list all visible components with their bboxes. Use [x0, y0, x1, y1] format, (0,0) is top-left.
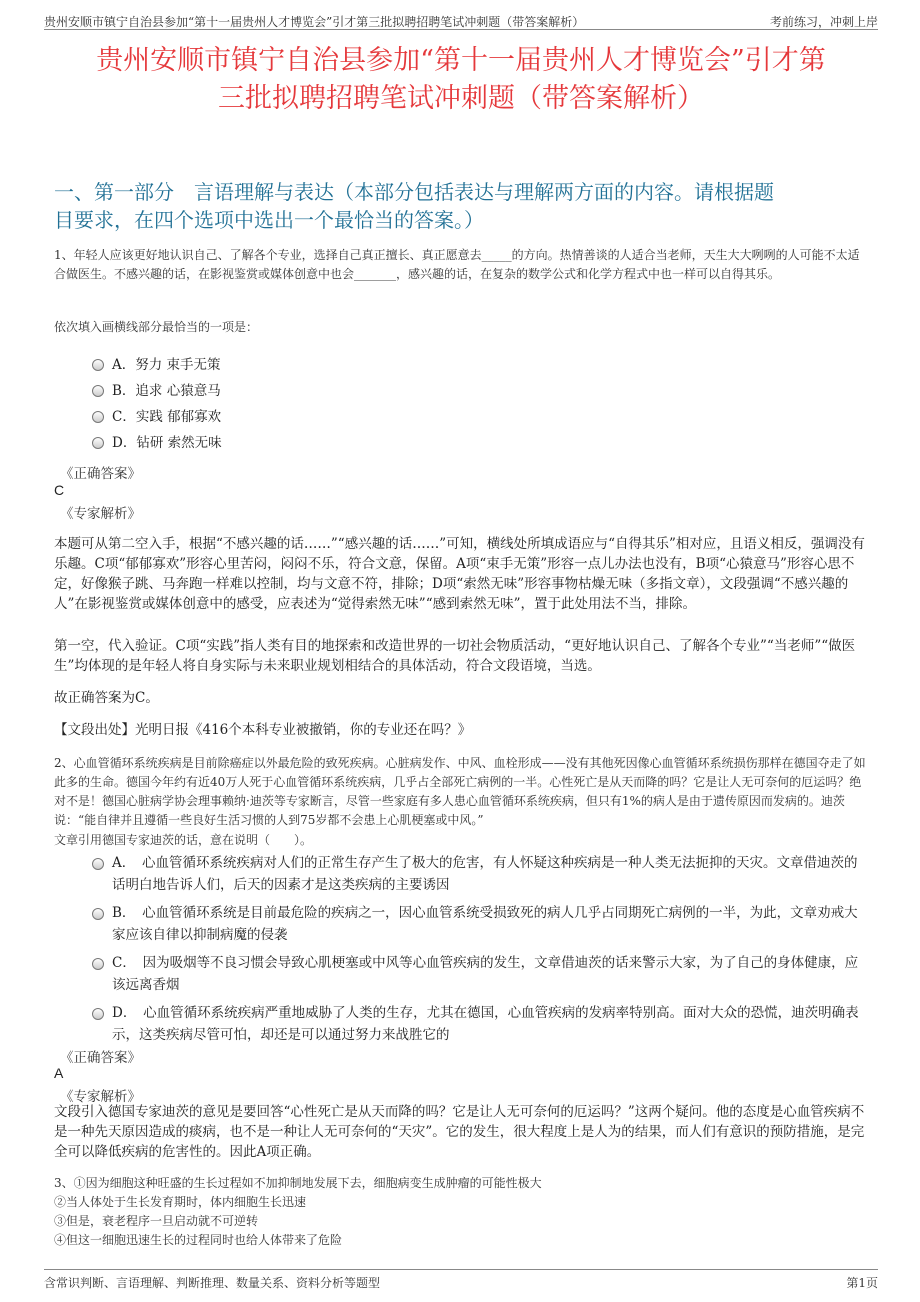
q1-analysis-paragraph-2: 第一空，代入验证。C项“实践”指人类有目的地探索和改造世界的一切社会物质活动，“更好地认识自己、了解各个专业”“当老师”“做医生”均体现的是年轻人将自身实际与未来职业规划相结合的具体活动，符合文段语境，当选。 — [54, 638, 856, 674]
q2-options — [92, 852, 862, 1052]
q2-expert-analysis-label: 《专家解析》 — [60, 1089, 141, 1105]
header-slogan: 考前练习，冲刺上岸 — [769, 15, 878, 29]
option-label: A．努力 束手无策 — [112, 357, 221, 373]
header-document-title: 贵州安顺市镇宁自治县参加“第十一届贵州人才博览会”引才第三批拟聘招聘笔试冲刺题（带答案解析） — [44, 15, 585, 29]
q3-line: 3、①因为细胞这种旺盛的生长过程如不加抑制地发展下去，细胞病变生成肿瘤的可能性极大 — [54, 1176, 542, 1190]
page-number: 第1页 — [846, 1276, 878, 1290]
document-title-line-2: 三批拟聘招聘笔试冲刺题（带答案解析） — [218, 83, 704, 114]
q1-correct-answer-label: 《正确答案》 — [60, 466, 141, 482]
option-label: C． 因为吸烟等不良习惯会导致心肌梗塞或中风等心血管疾病的发生，文章借迪茨的话来警示大家，为了自己的身体健康，应该远离香烟 — [112, 955, 859, 993]
footer-question-types: 含常识判断、言语理解、判断推理、数量关系、资料分析等题型 — [44, 1276, 381, 1290]
q1-option-d[interactable] — [92, 428, 862, 454]
option-label: B． 心血管循环系统是目前最危险的疾病之一，因心血管系统受损致死的病人几乎占同期死亡病例的一半，为此，文章劝戒大家应该自律以抑制病魔的侵袭 — [112, 905, 858, 943]
q2-option-d[interactable] — [92, 1002, 862, 1046]
q3-line: ③但是，衰老程序一旦启动就不可逆转 — [54, 1214, 259, 1228]
q3-lines — [54, 1174, 866, 1250]
q2-option-b[interactable] — [92, 902, 862, 946]
q2-analysis: 文段引入德国专家迪茨的意见是要回答“心性死亡是从天而降的吗？它是让人无可奈何的厄运吗？”这两个疑问。他的态度是心血管疾病不是一种先天原因造成的痰病，也不是一种让人无可奈何的“天灾”。它的发生，很大程度上是人为的结果，而人们有意识的预防措施，是完全可以降低疾病的危害性的。因此A项正确。 — [54, 1104, 865, 1160]
q2-option-a[interactable] — [92, 852, 862, 896]
document-title-line-1: 贵州安顺市镇宁自治县参加“第十一届贵州人才博览会”引才第 — [96, 45, 826, 76]
q2-option-c[interactable] — [92, 952, 862, 996]
q2-correct-answer-label: 《正确答案》 — [60, 1050, 141, 1066]
radio-button-icon[interactable] — [92, 958, 104, 970]
option-label: C．实践 郁郁寡欢 — [112, 409, 222, 425]
section-heading-line-2: 目要求，在四个选项中选出一个最恰当的答案。） — [54, 208, 484, 232]
option-label: D． 心血管循环系统疾病严重地威胁了人类的生存，尤其在德国，心血管疾病的发病率特别高。面对大众的恐慌，迪茨明确表示，这类疾病尽管可怕，却还是可以通过努力来战胜它的 — [112, 1005, 859, 1043]
option-label: B．追求 心猿意马 — [112, 383, 221, 399]
radio-button-icon[interactable] — [92, 908, 104, 920]
section-heading-line-1: 一、第一部分 言语理解与表达（本部分包括表达与理解两方面的内容。请根据题 — [54, 180, 774, 204]
q1-option-a[interactable] — [92, 350, 862, 376]
q1-source: 【文段出处】光明日报《416个本科专业被撤销，你的专业还在吗？》 — [54, 722, 472, 738]
q1-expert-analysis-label: 《专家解析》 — [60, 506, 141, 522]
radio-button-icon[interactable] — [92, 1008, 104, 1020]
q1-option-b[interactable] — [92, 376, 862, 402]
radio-button-icon[interactable] — [92, 359, 104, 371]
section-heading — [54, 178, 864, 234]
q1-option-c[interactable] — [92, 402, 862, 428]
q1-options — [92, 350, 862, 454]
q2-stem: 2、心血管循环系统疾病是目前除癌症以外最危险的致死疾病。心脏病发作、中风、血栓形成——没有其他死因像心血管循环系统损伤那样在德国夺走了如此多的生命。德国今年约有近40万人死于心血管循环系统疾病，几乎占全部死亡病例的一半。心性死亡是从天而降的吗？它是让人无可奈何的厄运吗？绝对不是！德国心脏病学协会理事赖纳·迪茨等专家断言，尽管一些家庭有多人患心血管循环系统疾病，但只有1%的病人是由于遗传原因而发病的。迪茨说：“能自律并且遵循一些良好生活习惯的人到75岁都不会患上心肌梗塞或中风。” — [54, 756, 866, 827]
option-label: A． 心血管循环系统疾病对人们的正常生存产生了极大的危害，有人怀疑这种疾病是一种人类无法扼抑的天灾。文章借迪茨的话明白地告诉人们，后天的因素才是这类疾病的主要诱因 — [112, 855, 858, 893]
page-footer — [44, 1269, 878, 1291]
q2-correct-answer: A — [54, 1065, 64, 1081]
q1-analysis-paragraph-1: 本题可从第二空入手，根据“不感兴趣的话……”“感兴趣的话……”可知，横线处所填成语应与“自得其乐”相对应，且语义相反，强调没有乐趣。C项“郁郁寡欢”形容心里苦闷，闷闷不乐，符合文意，保留。A项“束手无策”形容一点儿办法也没有，B项“心猿意马”形容心思不定，好像猴子跳、马奔跑一样难以控制，均与文意不符，排除；D项“索然无味”形容事物枯燥无味（多指文章），文段强调“不感兴趣的人”在影视鉴赏或媒体创意中的感受，应表述为“觉得索然无味”“感到索然无味”，置于此处用法不当，排除。 — [54, 536, 865, 612]
q1-correct-answer: C — [54, 482, 65, 498]
document-title — [44, 42, 878, 118]
q1-prompt: 依次填入画横线部分最恰当的一项是： — [54, 320, 259, 334]
radio-button-icon[interactable] — [92, 437, 104, 449]
q1-analysis-conclusion: 故正确答案为C。 — [54, 690, 159, 706]
radio-button-icon[interactable] — [92, 411, 104, 423]
q3-line: ②当人体处于生长发育期时，体内细胞生长迅速 — [54, 1195, 307, 1209]
q3-line: ④但这一细胞迅速生长的过程同时也给人体带来了危险 — [54, 1233, 343, 1247]
page-header — [44, 10, 878, 30]
option-label: D．钻研 索然无味 — [112, 435, 222, 451]
q1-stem: 1、年轻人应该更好地认识自己、了解各个专业，选择自己真正擅长、真正愿意去_____的方向。热情善谈的人适合当老师，天生大大咧咧的人可能不太适合做医生。不感兴趣的话，在影视鉴赏或媒体创意中也会_______，感兴趣的话，在复杂的数学公式和化学方程式中也一样可以自得其乐。 — [54, 248, 860, 281]
radio-button-icon[interactable] — [92, 385, 104, 397]
q2-prompt: 文章引用德国专家迪茨的话，意在说明（ ）。 — [54, 833, 313, 847]
radio-button-icon[interactable] — [92, 858, 104, 870]
